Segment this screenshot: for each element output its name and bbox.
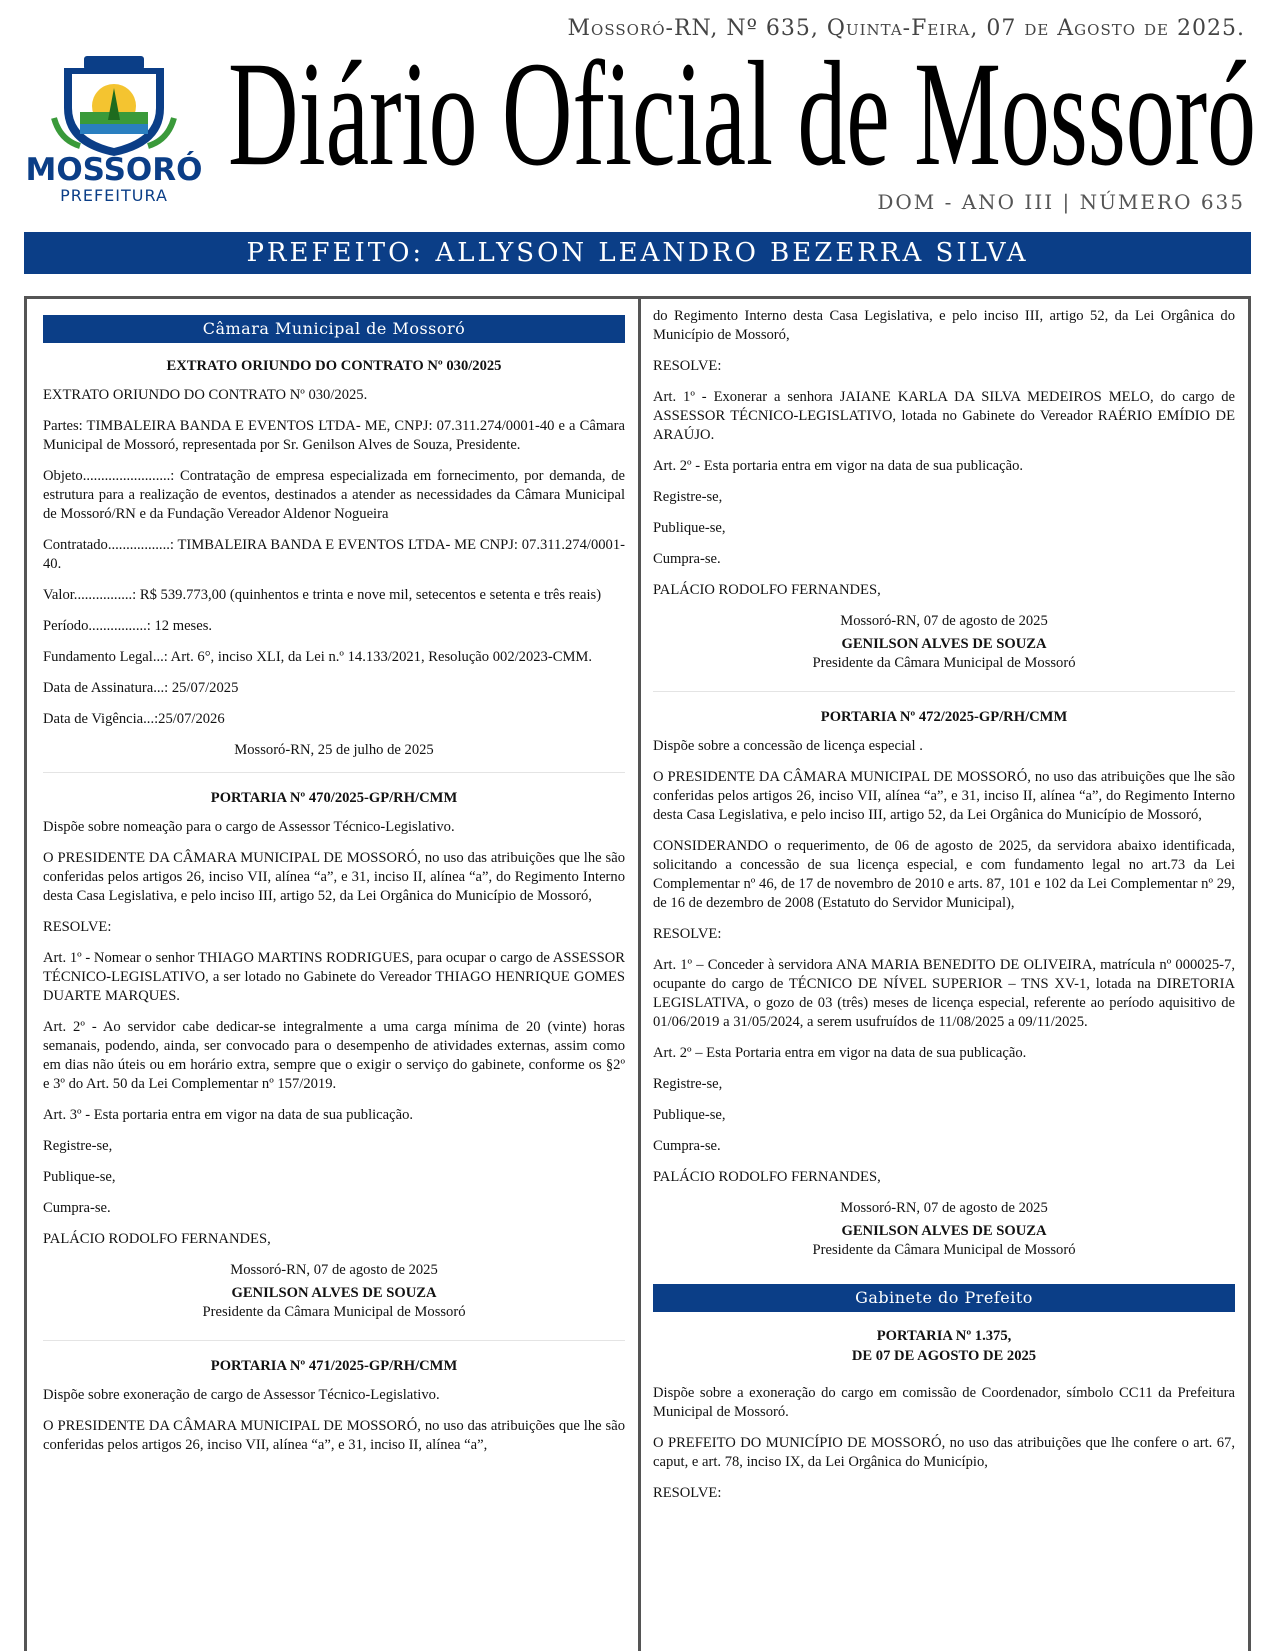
paragraph: Período................: 12 meses.	[43, 618, 213, 634]
signature-role: Presidente da Câmara Municipal de Mossoró	[812, 1242, 1076, 1258]
municipal-crest-icon	[50, 48, 178, 158]
paragraph: Cumpra-se.	[653, 1138, 721, 1154]
right-column	[653, 307, 1235, 1515]
content-frame	[24, 296, 1251, 1651]
paragraph: do Regimento Interno desta Casa Legislativa, e pelo inciso III, artigo 52, da Lei Orgânica do Município de Mossoró,	[653, 308, 1235, 343]
paragraph: PALÁCIO RODOLFO FERNANDES,	[653, 582, 881, 598]
paragraph: Art. 1º - Nomear o senhor THIAGO MARTINS RODRIGUES, para ocupar o cargo de ASSESSOR TÉCNICO-LEGISLATIVO, a ser lotado no Gabinete do Vereador THIAGO HENRIQUE GOMES DUARTE MARQUES.	[43, 950, 625, 1004]
paragraph: Publique-se,	[43, 1169, 116, 1185]
place-date: Mossoró-RN, 07 de agosto de 2025	[840, 1200, 1048, 1216]
paragraph: O PRESIDENTE DA CÂMARA MUNICIPAL DE MOSSORÓ, no uso das atribuições que lhe são conferidas pelos artigos 26, inciso VII, alínea “a”, e 31, inciso II, alínea “a”, do Regimento Interno desta Casa Legislativa, e pelo inciso III, artigo 52, da Lei Orgânica do Município de Mossoró,	[653, 769, 1235, 823]
paragraph: Registre-se,	[653, 1076, 723, 1092]
place-date: Mossoró-RN, 07 de agosto de 2025	[230, 1262, 438, 1278]
portaria-472-title: PORTARIA Nº 472/2025-GP/RH/CMM	[820, 709, 1068, 725]
paragraph: RESOLVE:	[43, 919, 112, 935]
masthead-text: Diário Oficial de Mossoró	[228, 44, 1256, 184]
paragraph: Dispõe sobre a exoneração do cargo em comissão de Coordenador, símbolo CC11 da Prefeitura Municipal de Mossoró.	[653, 1385, 1235, 1420]
paragraph: Valor................: R$ 539.773,00 (quinhentos e trinta e nove mil, setecentos e setenta e três reais)	[43, 587, 602, 603]
place-date: Mossoró-RN, 25 de julho de 2025	[234, 742, 434, 758]
dateline: Mossoró-RN, Nº 635, Quinta-Feira, 07 de Agosto de 2025.	[567, 16, 1245, 41]
paragraph: Cumpra-se.	[43, 1200, 111, 1216]
paragraph: RESOLVE:	[653, 926, 722, 942]
paragraph: Registre-se,	[653, 489, 723, 505]
paragraph: Art. 2º - Ao servidor cabe dedicar-se integralmente a uma carga mínima de 20 (vinte) horas semanais, podendo, ainda, ser convocado para o desempenho de atividades externas, assim como em dias não úteis ou em horário extra, sempre que o exigir o serviço do gabinete, conforme os §2º e 3º do Art. 50 da Lei Complementar nº 157/2019.	[43, 1019, 625, 1092]
portaria-1375-title	[653, 1326, 1235, 1366]
paragraph: RESOLVE:	[653, 358, 722, 374]
paragraph: O PREFEITO DO MUNICÍPIO DE MOSSORÓ, no uso das atribuições que lhe confere o art. 67, caput, e art. 78, inciso IX, da Lei Orgânica do Município,	[653, 1435, 1235, 1470]
paragraph: Objeto........................: Contratação de empresa especializada em fornecimento, por demanda, de estrutura para a realização de eventos, destinados a atender as necessidades da Câmara Municipal de Mossoró/RN e da Fundação Vereador Aldenor Nogueira	[43, 468, 625, 522]
signature-name: GENILSON ALVES DE SOUZA	[841, 1223, 1047, 1239]
signature-role: Presidente da Câmara Municipal de Mossoró	[812, 655, 1076, 671]
paragraph: Contratado.................: TIMBALEIRA BANDA E EVENTOS LTDA- ME CNPJ: 07.311.274/0001-40.	[43, 537, 625, 572]
paragraph: Art. 2º – Esta Portaria entra em vigor na data de sua publicação.	[653, 1045, 1027, 1061]
issue-number: DOM - ANO III | NÚMERO 635	[877, 190, 1245, 214]
paragraph: Art. 1º – Conceder à servidora ANA MARIA BENEDITO DE OLIVEIRA, matrícula nº 000025-7, ocupante do cargo de TÉCNICO DE NÍVEL SUPERIOR – TNS XV-1, lotada na DIRETORIA LEGISLATIVA, o gozo de 03 (três) meses de licença especial, referente ao período aquisitivo de 01/06/2019 a 31/05/2024, a serem usufruídos de 11/08/2025 a 09/11/2025.	[653, 957, 1235, 1030]
logo-subtitle: PREFEITURA	[60, 186, 168, 205]
paragraph: Art. 3º - Esta portaria entra em vigor na data de sua publicação.	[43, 1107, 414, 1123]
paragraph: O PRESIDENTE DA CÂMARA MUNICIPAL DE MOSSORÓ, no uso das atribuições que lhe são conferidas pelos artigos 26, inciso VII, alínea “a”, e 31, inciso II, alínea “a”, do Regimento Interno desta Casa Legislativa, e pelo inciso III, artigo 52, da Lei Orgânica do Município de Mossoró,	[43, 850, 625, 904]
extrato-title: EXTRATO ORIUNDO DO CONTRATO Nº 030/2025	[166, 358, 502, 374]
section-header-camara: Câmara Municipal de Mossoró	[43, 315, 625, 343]
signature-name: GENILSON ALVES DE SOUZA	[841, 636, 1047, 652]
logo-name: MOSSORÓ	[25, 152, 203, 188]
place-date: Mossoró-RN, 07 de agosto de 2025	[840, 613, 1048, 629]
masthead-title	[228, 44, 1258, 184]
separator	[653, 691, 1235, 692]
portaria-1375-date: DE 07 DE AGOSTO DE 2025	[851, 1348, 1037, 1364]
paragraph: CONSIDERANDO o requerimento, de 06 de agosto de 2025, da servidora abaixo identificada, solicitando a concessão de sua licença especial, e com fundamento legal no art.73 da Lei Complementar nº 46, de 17 de novembro de 2010 e arts. 87, 101 e 102 da Lei Complementar nº 29, de 16 de dezembro de 2008 (Estatuto do Servidor Municipal),	[653, 838, 1235, 911]
paragraph: Publique-se,	[653, 520, 726, 536]
separator	[43, 1340, 625, 1341]
paragraph: Dispõe sobre a concessão de licença especial .	[653, 738, 923, 754]
paragraph: Registre-se,	[43, 1138, 113, 1154]
paragraph: O PRESIDENTE DA CÂMARA MUNICIPAL DE MOSSORÓ, no uso das atribuições que lhe são conferidas pelos artigos 26, inciso VII, alínea “a”, e 31, inciso II, alínea “a”,	[43, 1418, 625, 1453]
paragraph: EXTRATO ORIUNDO DO CONTRATO Nº 030/2025.	[43, 387, 368, 403]
paragraph: Art. 2º - Esta portaria entra em vigor na data de sua publicação.	[653, 458, 1024, 474]
paragraph: Partes: TIMBALEIRA BANDA E EVENTOS LTDA- ME, CNPJ: 07.311.274/0001-40 e a Câmara Municipal de Mossoró, representada por Sr. Genilson Alves de Souza, Presidente.	[43, 418, 625, 453]
paragraph: Art. 1º - Exonerar a senhora JAIANE KARLA DA SILVA MEDEIROS MELO, do cargo de ASSESSOR TÉCNICO-LEGISLATIVO, lotada no Gabinete do Vereador RAÉRIO EMÍDIO DE ARAÚJO.	[653, 389, 1235, 443]
paragraph: PALÁCIO RODOLFO FERNANDES,	[653, 1169, 881, 1185]
paragraph: Publique-se,	[653, 1107, 726, 1123]
prefeitura-logo	[24, 48, 204, 208]
paragraph: RESOLVE:	[653, 1485, 722, 1501]
paragraph: Data de Assinatura...: 25/07/2025	[43, 680, 239, 696]
left-column	[43, 315, 625, 1467]
paragraph: Data de Vigência...:25/07/2026	[43, 711, 225, 727]
portaria-471-title: PORTARIA Nº 471/2025-GP/RH/CMM	[210, 1358, 458, 1374]
signature-role: Presidente da Câmara Municipal de Mossoró	[202, 1304, 466, 1320]
portaria-470-title: PORTARIA Nº 470/2025-GP/RH/CMM	[210, 790, 458, 806]
paragraph: Fundamento Legal...: Art. 6°, inciso XLI, da Lei n.º 14.133/2021, Resolução 002/2023-CMM.	[43, 649, 593, 665]
portaria-1375-number: PORTARIA Nº 1.375,	[876, 1328, 1012, 1344]
paragraph: Dispõe sobre nomeação para o cargo de Assessor Técnico-Legislativo.	[43, 819, 455, 835]
paragraph: PALÁCIO RODOLFO FERNANDES,	[43, 1231, 271, 1247]
column-divider	[638, 299, 641, 1651]
mayor-banner: PREFEITO: ALLYSON LEANDRO BEZERRA SILVA	[24, 232, 1251, 274]
paragraph: Cumpra-se.	[653, 551, 721, 567]
paragraph: Dispõe sobre exoneração de cargo de Assessor Técnico-Legislativo.	[43, 1387, 440, 1403]
separator	[43, 772, 625, 773]
signature-name: GENILSON ALVES DE SOUZA	[231, 1285, 437, 1301]
section-header-gabinete: Gabinete do Prefeito	[653, 1284, 1235, 1312]
